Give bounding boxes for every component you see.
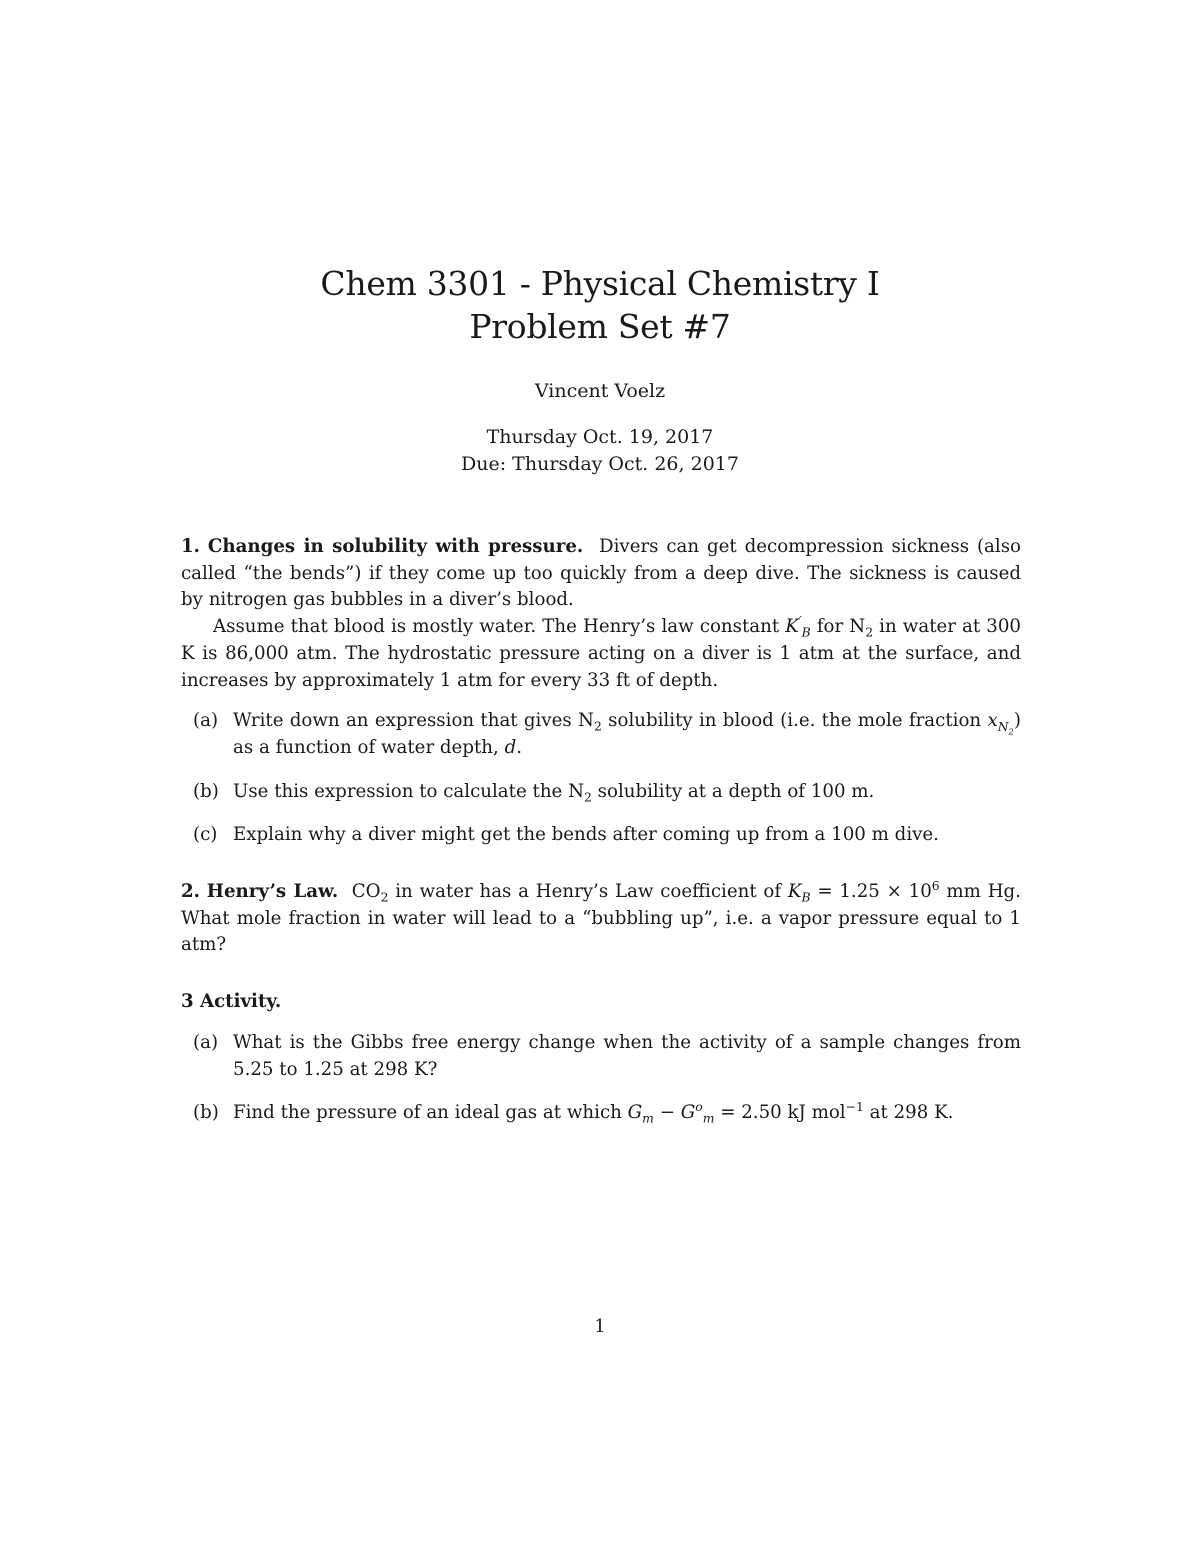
problem-1-items bbox=[181, 708, 1021, 849]
item-text bbox=[233, 708, 1021, 761]
problem-2-text bbox=[181, 879, 1021, 959]
minus-sign: − bbox=[653, 1102, 681, 1124]
problem-set-title: Problem Set #7 bbox=[469, 307, 731, 346]
k-subscript: B bbox=[801, 625, 811, 640]
item-text bbox=[233, 1100, 1021, 1127]
co2-subscript: 2 bbox=[380, 890, 389, 905]
problem-2-text-part: mm Hg. What mole fraction in water will lead to a “bubbling up”, i.e. a vapor pressure equal to 1 atm? bbox=[181, 881, 1021, 956]
item-label: (a) bbox=[193, 710, 219, 732]
x-subscript-n: N bbox=[997, 719, 1009, 734]
item-text-part: Use this expression to calculate the N bbox=[233, 780, 584, 802]
item-text-part: Find the pressure of an ideal gas at which bbox=[233, 1102, 628, 1124]
item-text-part: . bbox=[516, 736, 523, 758]
x-subscript-2: 2 bbox=[1008, 726, 1014, 737]
problem-1-text: Assume that blood is mostly water. The Henry’s law constant bbox=[213, 616, 786, 638]
prime-mark: ′ bbox=[798, 614, 802, 629]
item-text-part: solubility at a depth of 100 m. bbox=[591, 780, 875, 802]
problem-3-heading: 3 Activity. bbox=[181, 991, 282, 1013]
x-symbol: x bbox=[987, 710, 998, 732]
problem-1-item-c bbox=[181, 822, 1021, 849]
k-subscript: B bbox=[801, 890, 811, 905]
problem-1-paragraph-2 bbox=[181, 614, 1021, 694]
gibbs-molar-symbol bbox=[627, 1102, 654, 1126]
problem-1-item-a bbox=[181, 708, 1021, 761]
item-text-part: solubility in blood (i.e. the mole fraction bbox=[601, 710, 988, 732]
problem-1 bbox=[181, 534, 1021, 849]
dates bbox=[0, 424, 1200, 478]
item-text: What is the Gibbs free energy change when the activity of a sample changes from 5.25 to 1.25 at 298 K? bbox=[233, 1031, 1021, 1080]
title-block bbox=[0, 262, 1200, 478]
item-text-part: ) as a function of water depth, bbox=[233, 710, 1021, 758]
problem-1-heading: Changes in solubility with pressure. bbox=[207, 536, 584, 557]
m-subscript: m bbox=[642, 1111, 654, 1126]
item-text: Explain why a diver might get the bends after coming up from a 100 m dive. bbox=[233, 824, 939, 846]
problem-3-item-b bbox=[181, 1100, 1021, 1127]
exponent: −1 bbox=[845, 1100, 864, 1115]
mole-fraction-symbol bbox=[987, 710, 1014, 737]
item-text bbox=[233, 779, 1021, 806]
k-symbol: K bbox=[787, 881, 802, 903]
problem-2-text-part: in water has a Henry’s Law coefficient of bbox=[388, 881, 788, 903]
problem-2-text-part: = 1.25 × 10 bbox=[810, 881, 932, 903]
m-subscript: m bbox=[702, 1111, 715, 1126]
problem-3-heading-line bbox=[181, 989, 1021, 1016]
course-title: Chem 3301 - Physical Chemistry I bbox=[320, 264, 880, 303]
item-label: (b) bbox=[193, 1102, 219, 1124]
standard-superscript: o bbox=[695, 1100, 703, 1115]
due-date: Due: Thursday Oct. 26, 2017 bbox=[461, 453, 739, 475]
problem-1-number: 1. bbox=[181, 536, 200, 557]
problem-3 bbox=[181, 989, 1021, 1127]
x-subscript bbox=[997, 719, 1014, 737]
problem-2-text-part: CO bbox=[351, 881, 381, 903]
item-label: (b) bbox=[193, 780, 219, 802]
problem-1-intro bbox=[181, 534, 1021, 614]
n2-subscript: 2 bbox=[593, 719, 602, 734]
problem-1-item-b bbox=[181, 779, 1021, 806]
g-symbol: G bbox=[680, 1102, 696, 1124]
issue-date: Thursday Oct. 19, 2017 bbox=[486, 426, 714, 448]
depth-symbol: d bbox=[504, 736, 517, 758]
item-text-part: Write down an expression that gives N bbox=[233, 710, 594, 732]
henry-coefficient-symbol bbox=[787, 881, 811, 905]
item-text-part: = 2.50 kJ mol bbox=[714, 1102, 846, 1124]
document-body bbox=[181, 534, 1021, 1149]
k-symbol: K bbox=[785, 616, 799, 638]
problem-2 bbox=[181, 879, 1021, 959]
author: Vincent Voelz bbox=[534, 380, 666, 402]
problem-1-text: in water at 300 K is 86,000 atm. The hydrostatic pressure acting on a diver is 1 atm at the surface, and increases by approximately 1 atm for every 33 ft of depth. bbox=[181, 616, 1021, 691]
n2-subscript: 2 bbox=[865, 625, 874, 640]
problem-3-item-a bbox=[181, 1030, 1021, 1083]
page-number: 1 bbox=[594, 1316, 606, 1337]
n2-subscript: 2 bbox=[584, 790, 592, 805]
gibbs-standard-symbol bbox=[680, 1100, 715, 1126]
item-label: (c) bbox=[193, 824, 218, 846]
item-text-part: at 298 K. bbox=[863, 1102, 954, 1124]
problem-1-text: for N bbox=[810, 616, 866, 638]
problem-2-number: 2. bbox=[181, 881, 200, 903]
exponent: 6 bbox=[931, 878, 940, 893]
item-label: (a) bbox=[193, 1031, 219, 1053]
problem-3-items bbox=[181, 1030, 1021, 1127]
g-symbol: G bbox=[627, 1102, 643, 1124]
henry-constant-symbol bbox=[785, 614, 811, 640]
problem-1-intro-text: Divers can get decompression sickness (also called “the bends”) if they come up too quickly from a deep dive. The sickness is caused by nitrogen gas bubbles in a diver’s blood. bbox=[181, 536, 1021, 611]
problem-2-heading: Henry’s Law. bbox=[206, 881, 339, 903]
